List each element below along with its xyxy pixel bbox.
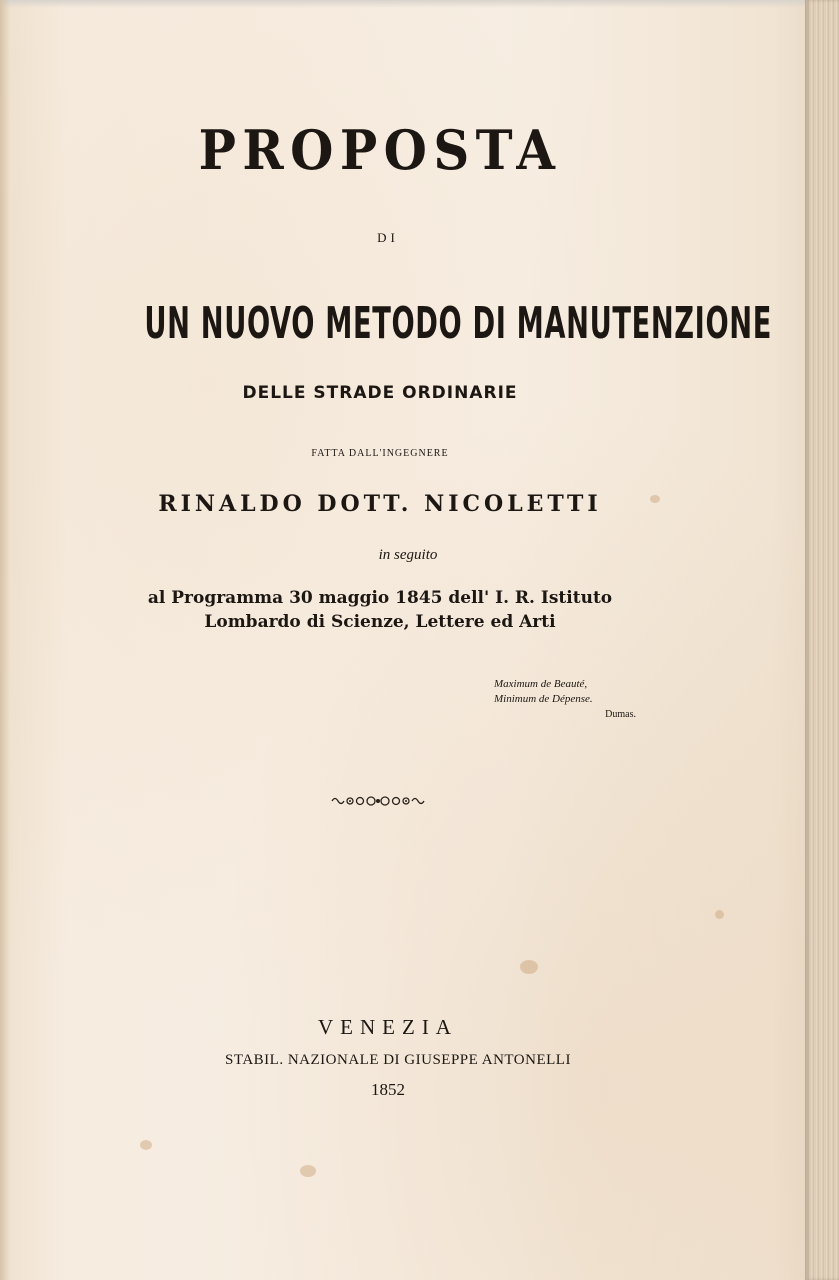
epigraph <box>494 677 654 722</box>
epigraph-line-1: Maximum de Beauté, <box>494 678 588 690</box>
imprint-year: 1852 <box>371 1080 405 1099</box>
foxing-stain <box>520 960 538 974</box>
by-line: FATTA DALL'INGEGNERE <box>311 448 449 459</box>
foxing-stain <box>140 1140 152 1150</box>
imprint-publisher: STABIL. NAZIONALE DI GIUSEPPE ANTONELLI <box>225 1052 571 1068</box>
epigraph-attribution: Dumas. <box>605 709 636 720</box>
in-seguito-text: in seguito <box>378 547 438 563</box>
foxing-stain <box>715 910 724 919</box>
book-subtitle: UN NUOVO METODO DI MANUTENZIONE <box>144 298 772 349</box>
programma-line-2: Lombardo di Scienze, Lettere ed Arti <box>204 612 556 632</box>
author-name: RINALDO DOTT. NICOLETTI <box>158 491 602 517</box>
top-shadow <box>0 0 839 8</box>
programma-line-1: al Programma 30 maggio 1845 dell' I. R. Istituto <box>147 588 613 608</box>
foxing-stain <box>300 1165 316 1177</box>
binding-shadow <box>0 0 10 1280</box>
page-edges <box>805 0 839 1280</box>
book-title: PROPOSTA <box>198 118 562 182</box>
decorative-ornament-icon <box>328 793 428 809</box>
title-connector: DI <box>377 230 399 245</box>
epigraph-line-2: Minimum de Dépense. <box>494 693 593 705</box>
imprint-city: VENEZIA <box>318 1015 458 1039</box>
book-subtitle-secondary: DELLE STRADE ORDINARIE <box>242 383 518 403</box>
